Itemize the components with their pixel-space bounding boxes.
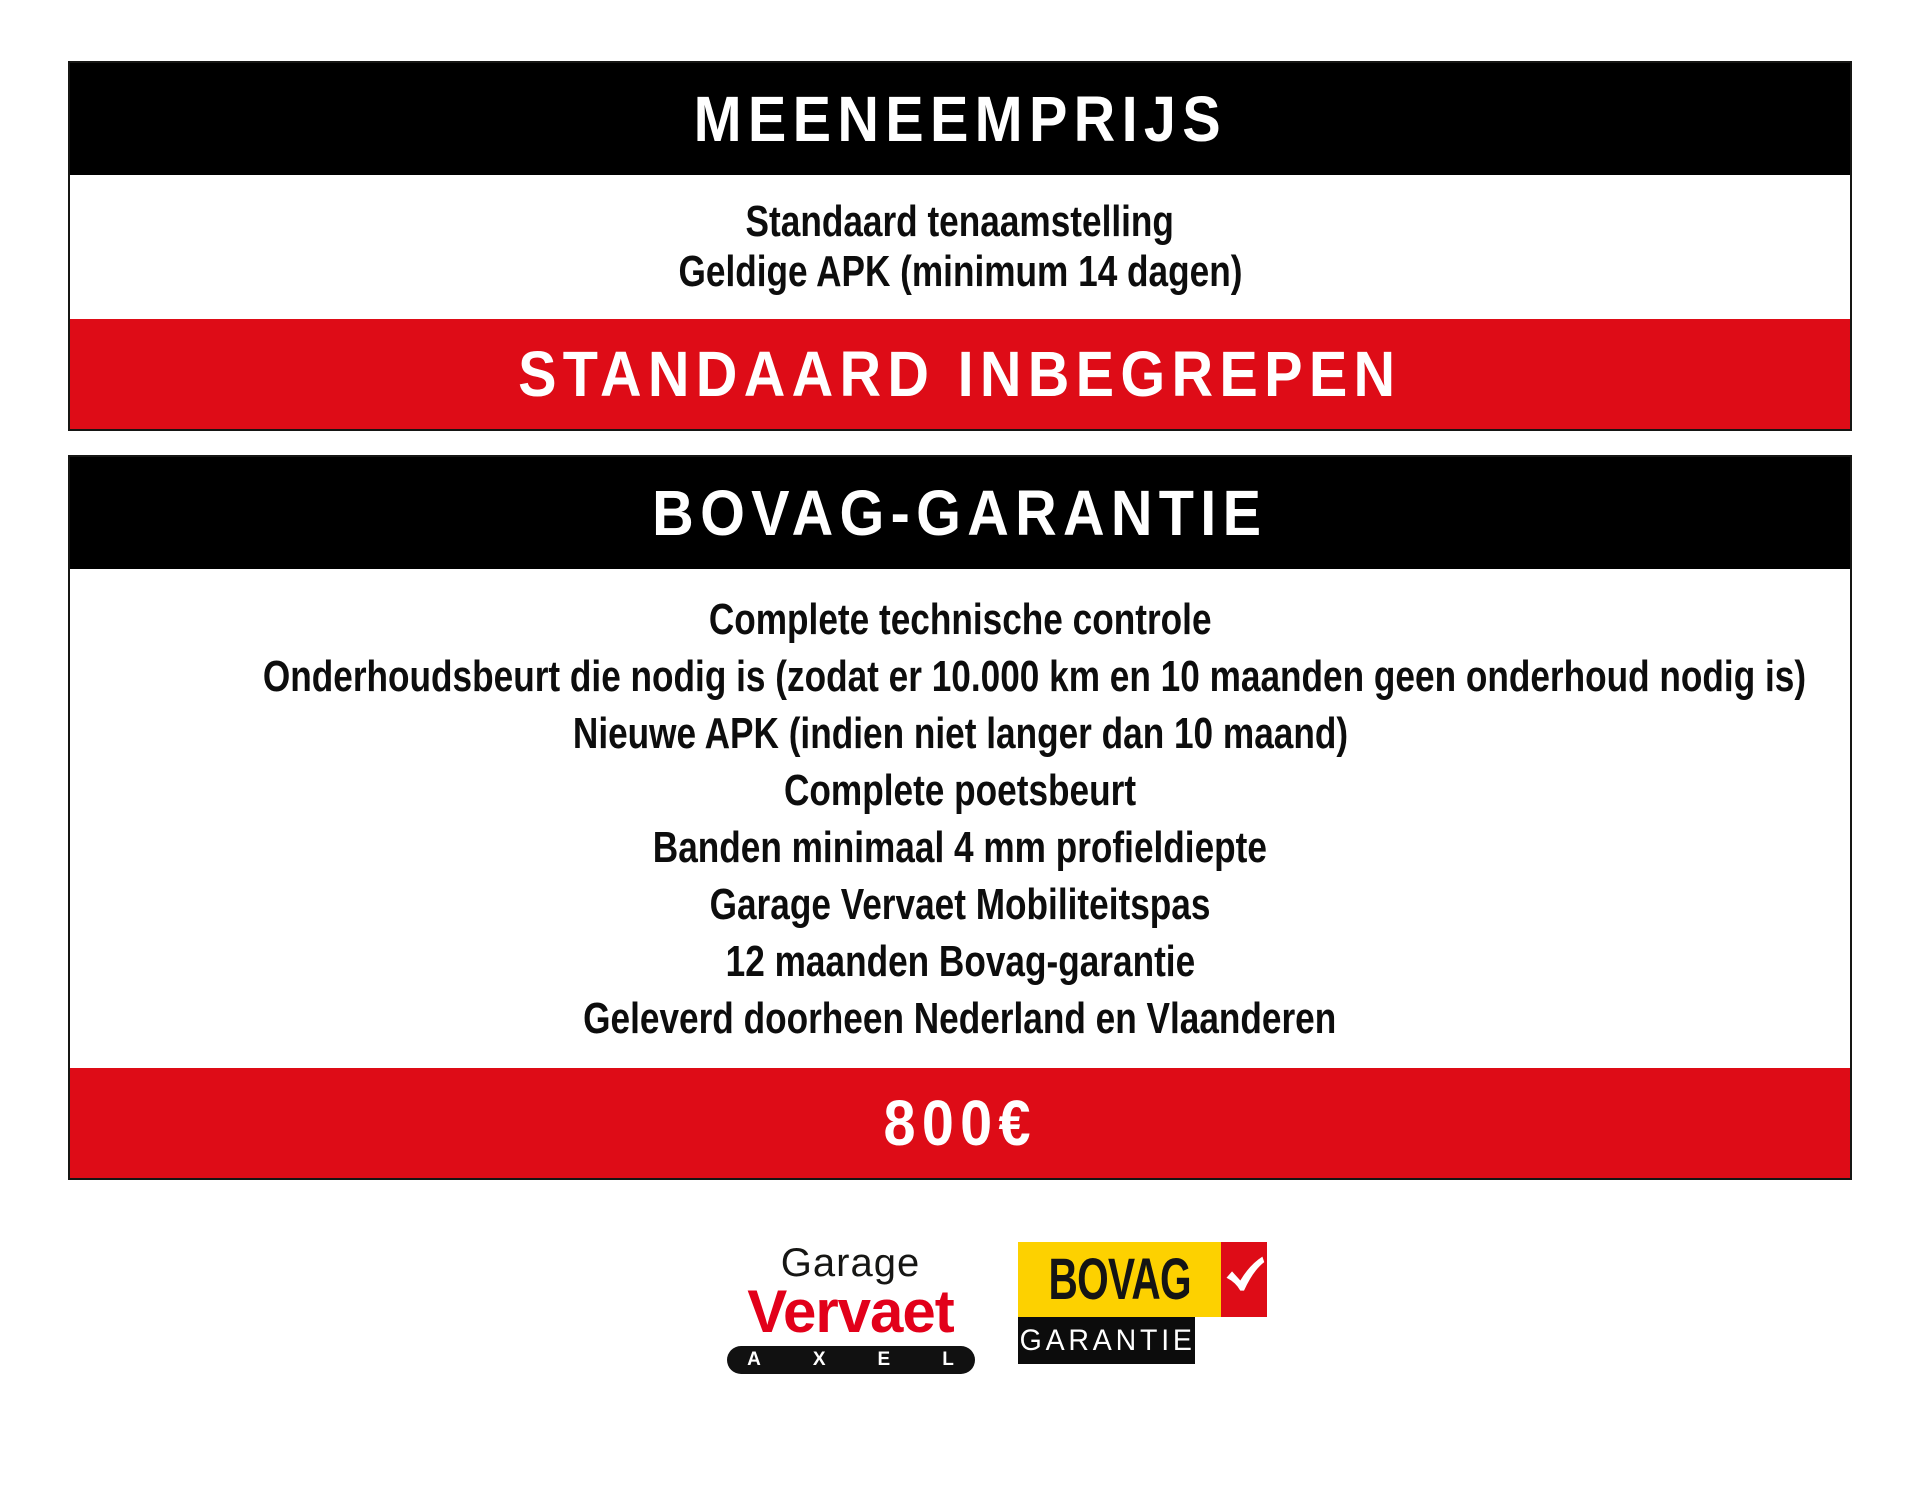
footer-logos bbox=[0, 1242, 1920, 1374]
price-banner bbox=[70, 1068, 1850, 1178]
warranty-item: Complete poetsbeurt bbox=[783, 765, 1137, 815]
bovag-logo-brand: BOVAG bbox=[1048, 1247, 1191, 1312]
price-card-item: Geldige APK (minimum 14 dagen) bbox=[678, 247, 1242, 296]
bovag-logo-top-band bbox=[1018, 1242, 1195, 1317]
bovag-logo-caption-band bbox=[1018, 1317, 1195, 1364]
garage-logo-city: AXEL bbox=[747, 1349, 1006, 1370]
bovag-garantie-logo bbox=[1018, 1242, 1195, 1364]
warranty-item: Garage Vervaet Mobiliteitspas bbox=[709, 879, 1211, 929]
warranty-item: Complete technische controle bbox=[708, 594, 1212, 644]
price-amount: 800€ bbox=[883, 1087, 1037, 1159]
garage-vervaet-logo bbox=[726, 1241, 1006, 1374]
warranty-card-body bbox=[70, 569, 1850, 1068]
warranty-item: 12 maanden Bovag-garantie bbox=[725, 936, 1195, 986]
bovag-check-icon bbox=[1221, 1252, 1267, 1298]
bovag-logo-yellow-block bbox=[1018, 1242, 1221, 1317]
warranty-card bbox=[68, 455, 1852, 1180]
warranty-item: Banden minimaal 4 mm profieldiepte bbox=[652, 822, 1268, 872]
price-card-title: MEENEEMPRIJS bbox=[693, 83, 1227, 155]
price-card bbox=[68, 61, 1852, 431]
garage-logo-city-pill bbox=[727, 1346, 1006, 1374]
warranty-card-title: BOVAG-GARANTIE bbox=[652, 477, 1268, 549]
warranty-item: Onderhoudsbeurt die nodig is (zodat er 10.000 km en 10 maanden geen onderhoud nodig is) bbox=[262, 651, 1807, 701]
price-card-banner-label: STANDAARD INBEGREPEN bbox=[518, 338, 1402, 410]
bovag-logo-red-block bbox=[1221, 1242, 1267, 1317]
garage-logo-word-garage: Garage bbox=[780, 1241, 921, 1285]
warranty-item: Geleverd doorheen Nederland en Vlaanderen bbox=[583, 993, 1337, 1043]
price-card-header bbox=[70, 63, 1850, 175]
bovag-logo-caption: GARANTIE bbox=[1019, 1323, 1197, 1357]
price-card-banner bbox=[70, 319, 1850, 429]
warranty-item: Nieuwe APK (indien niet langer dan 10 maand) bbox=[572, 708, 1348, 758]
price-card-item: Standaard tenaamstelling bbox=[745, 197, 1175, 246]
price-card-body bbox=[70, 175, 1850, 319]
garage-logo-word-vervaet: Vervaet bbox=[747, 1278, 954, 1345]
warranty-card-header bbox=[70, 457, 1850, 569]
